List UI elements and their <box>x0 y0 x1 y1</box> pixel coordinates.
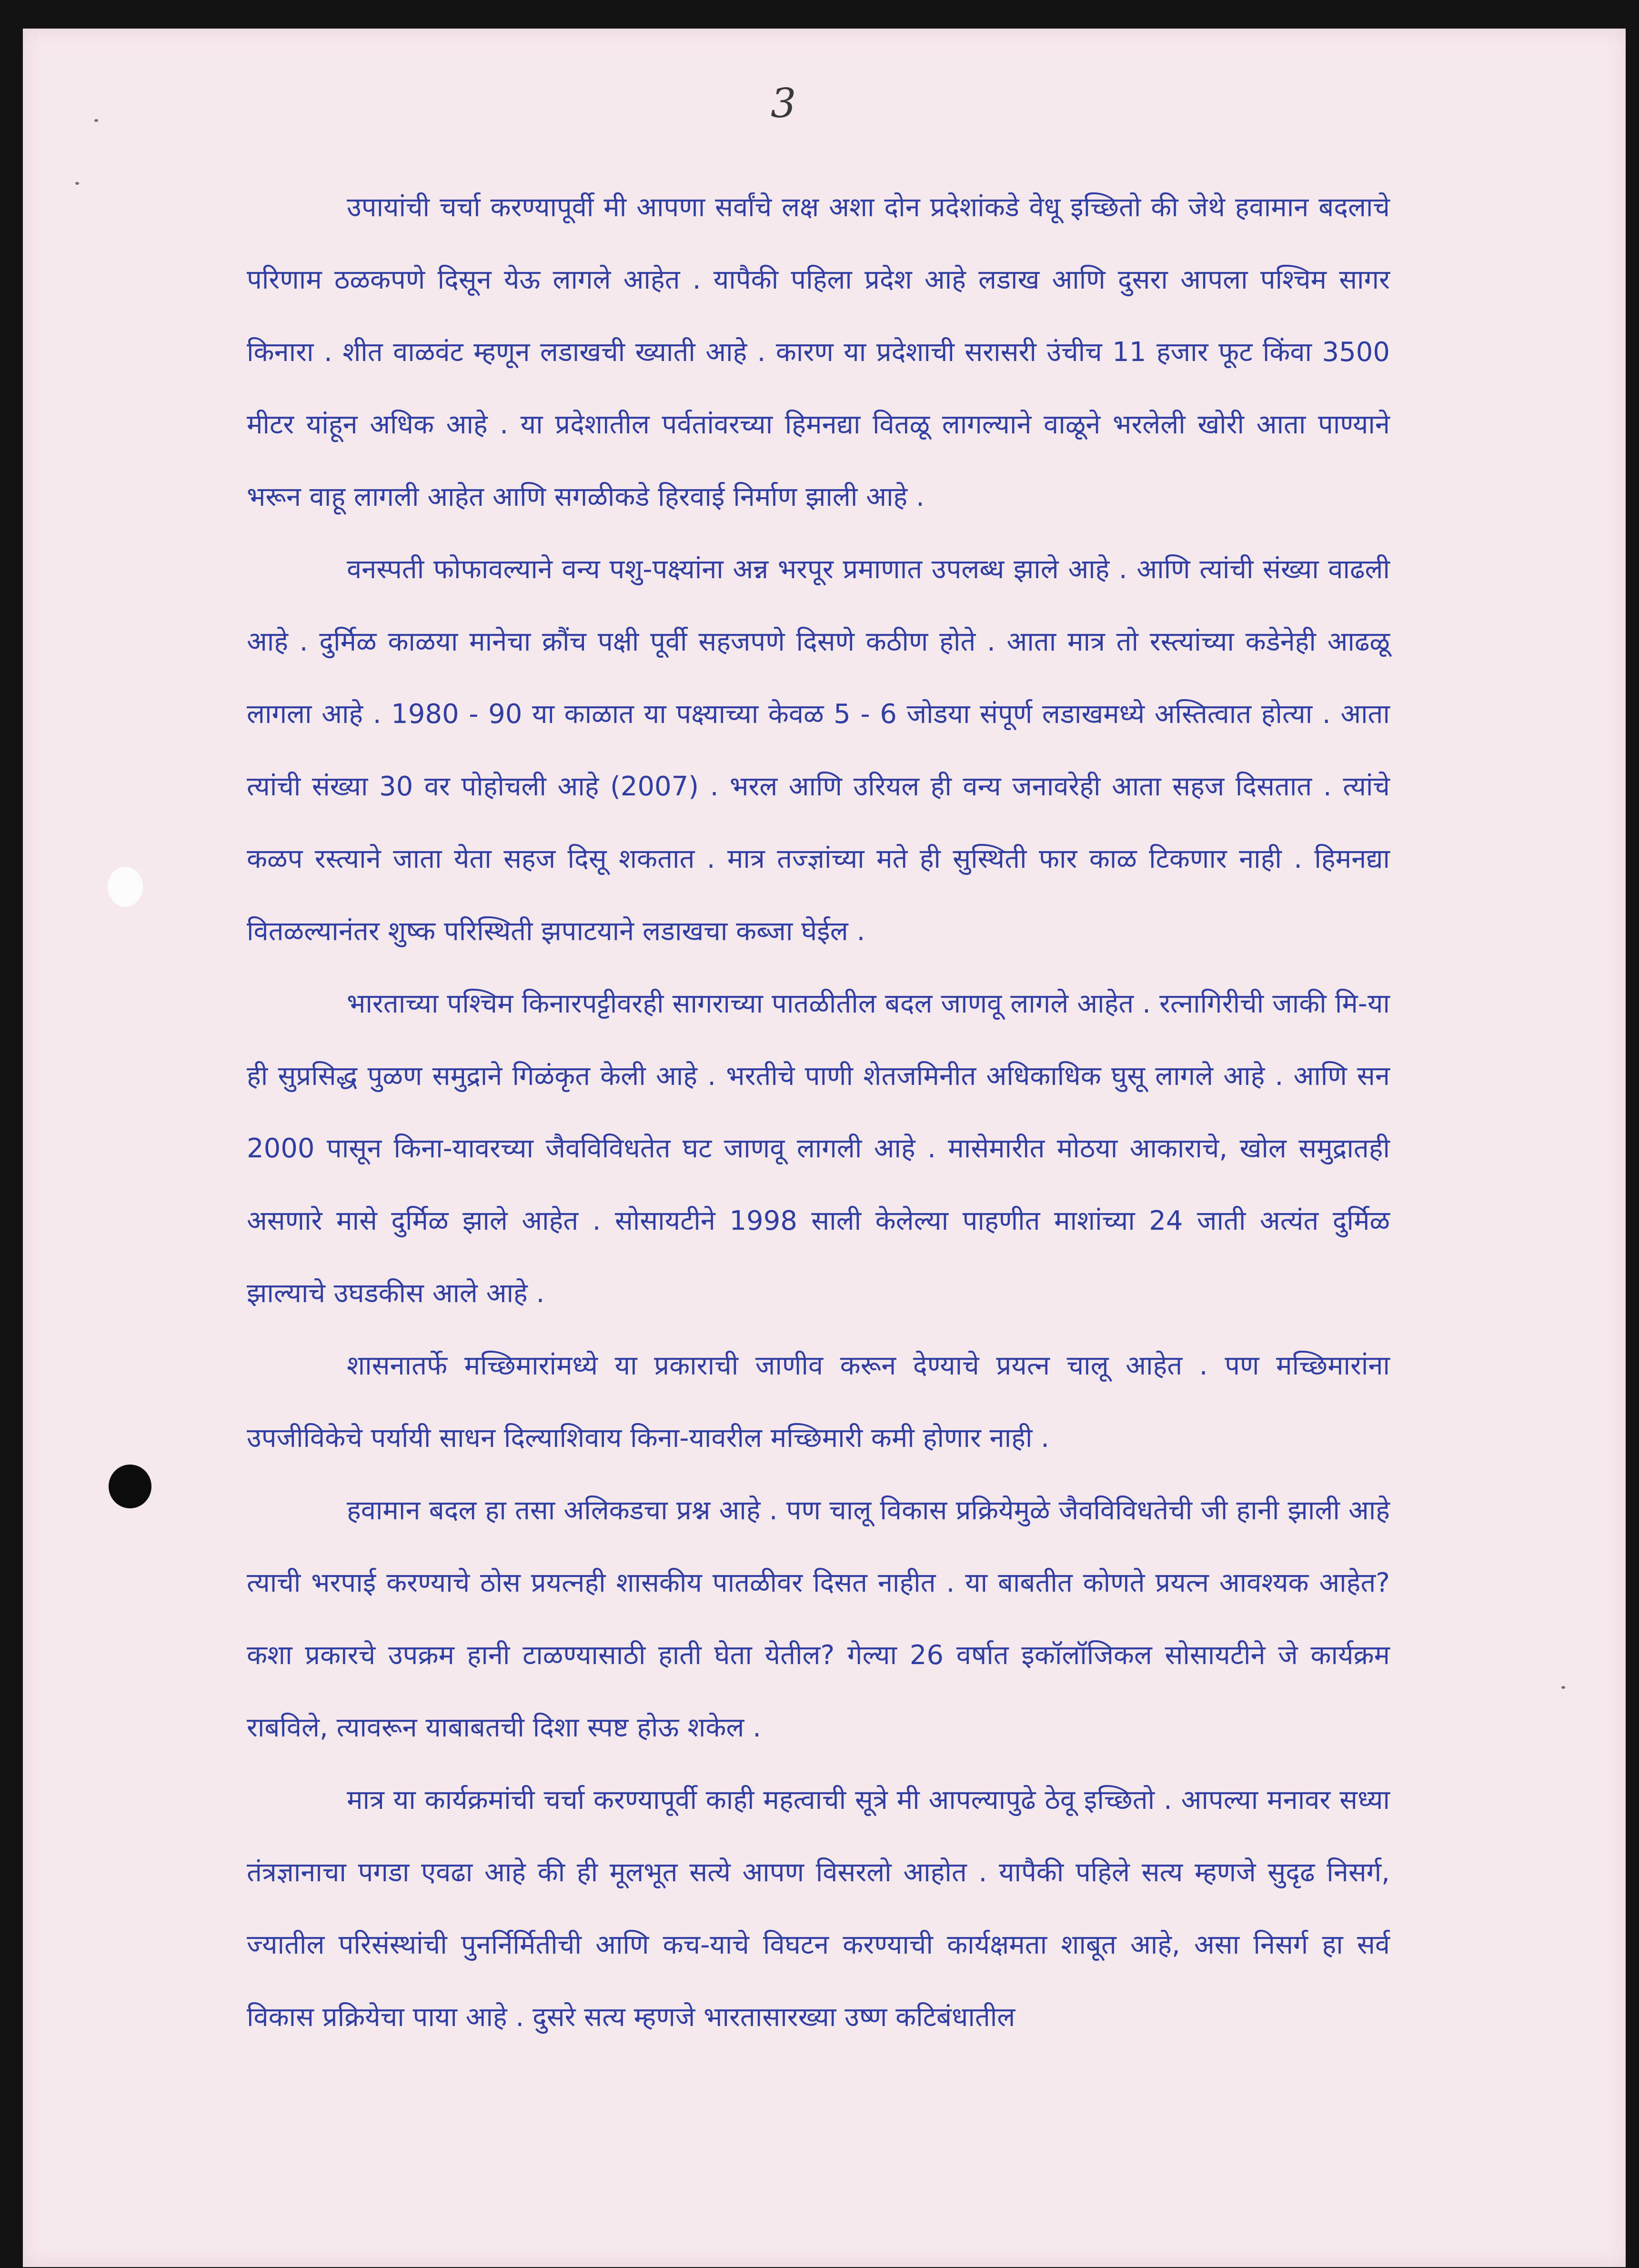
page-number: 3 <box>771 80 796 127</box>
paragraph: वनस्पती फोफावल्याने वन्य पशु-पक्ष्यांना अन्न भरपूर प्रमाणात उपलब्ध झाले आहे . आणि त्यांची संख्या वाढली आहे . दुर्मिळ काळया मानेचा क्रौंच पक्षी पूर्वी सहजपणे दिसणे कठीण होते . आता मात्र तो रस्त्यांच्या कडेनेही आढळू लागला आहे . 1980 - 90 या काळात या पक्ष्याच्या केवळ 5 - 6 जोडया संपूर्ण लडाखमध्ये अस्तित्वात होत्या . आता त्यांची संख्या 30 वर पोहोचली आहे (2007) . भरल आणि उरियल ही वन्य जनावरेही आता सहज दिसतात . त्यांचे कळप रस्त्याने जाता येता सहज दिसू शकतात . मात्र तज्ज्ञांच्या मते ही सुस्थिती फार काळ टिकणार नाही . हिमनद्या वितळल्यानंतर शुष्क परिस्थिती झपाटयाने लडाखचा कब्जा घेईल . <box>247 554 1390 947</box>
paragraph: मात्र या कार्यक्रमांची चर्चा करण्यापूर्वी काही महत्वाची सूत्रे मी आपल्यापुढे ठेवू इच्छितो . आपल्या मनावर सध्या तंत्रज्ञानाचा पगडा एवढा आहे की ही मूलभूत सत्ये आपण विसरलो आहोत . यापैकी पहिले सत्य म्हणजे सुदृढ निसर्ग, ज्यातील परिसंस्थांची पुनर्निर्मितीची आणि कच-याचे विघटन करण्याची कार्यक्षमता शाबूत आहे, असा निसर्ग हा सर्व विकास प्रक्रियेचा पाया आहे . दुसरे सत्य म्हणजे भारतासारख्या उष्ण कटिबंधातील <box>247 1785 1390 2033</box>
punch-hole-black <box>109 1465 151 1508</box>
paper-speck <box>1561 1686 1565 1689</box>
punch-hole-white <box>108 867 143 907</box>
paragraph: हवामान बदल हा तसा अलिकडचा प्रश्न आहे . पण चालू विकास प्रक्रियेमुळे जैवविविधतेची जी हानी झाली आहे त्याची भरपाई करण्याचे ठोस प्रयत्नही शासकीय पातळीवर दिसत नाहीत . या बाबतीत कोणते प्रयत्न आवश्यक आहेत? कशा प्रकारचे उपक्रम हानी टाळण्यासाठी हाती घेता येतील? गेल्या 26 वर्षात इकॉलॉजिकल सोसायटीने जे कार्यक्रम राबविले, त्यावरून याबाबतची दिशा स्पष्ट होऊ शकेल . <box>247 1495 1390 1743</box>
paragraph: भारताच्या पश्चिम किनारपट्टीवरही सागराच्या पातळीतील बदल जाणवू लागले आहेत . रत्नागिरीची जाकी मि-या ही सुप्रसिद्ध पुळण समुद्राने गिळंकृत केली आहे . भरतीचे पाणी शेतजमिनीत अधिकाधिक घुसू लागले आहे . आणि सन 2000 पासून किना-यावरच्या जैवविविधतेत घट जाणवू लागली आहे . मासेमारीत मोठया आकाराचे, खोल समुद्रातही असणारे मासे दुर्मिळ झाले आहेत . सोसायटीने 1998 साली केलेल्या पाहणीत माशांच्या 24 जाती अत्यंत दुर्मिळ झाल्याचे उघडकीस आले आहे . <box>247 988 1390 1309</box>
paragraph: उपायांची चर्चा करण्यापूर्वी मी आपणा सर्वांचे लक्ष अशा दोन प्रदेशांकडे वेधू इच्छितो की जेथे हवामान बदलाचे परिणाम ठळकपणे दिसून येऊ लागले आहेत . यापैकी पहिला प्रदेश आहे लडाख आणि दुसरा आपला पश्चिम सागर किनारा . शीत वाळवंट म्हणून लडाखची ख्याती आहे . कारण या प्रदेशाची सरासरी उंचीच 11 हजार फूट किंवा 3500 मीटर यांहून अधिक आहे . या प्रदेशातील पर्वतांवरच्या हिमनद्या वितळू लागल्याने वाळूने भरलेली खोरी आता पाण्याने भरून वाहू लागली आहेत आणि सगळीकडे हिरवाई निर्माण झाली आहे . <box>247 192 1390 512</box>
paper-speck <box>94 119 98 122</box>
paper-speck <box>75 182 79 185</box>
document-page <box>23 29 1626 2267</box>
body-text <box>247 171 1390 2054</box>
paragraph: शासनातर्फे मच्छिमारांमध्ये या प्रकाराची जाणीव करून देण्याचे प्रयत्न चालू आहेत . पण मच्छिमारांना उपजीविकेचे पर्यायी साधन दिल्याशिवाय किना-यावरील मच्छिमारी कमी होणार नाही . <box>247 1350 1390 1454</box>
